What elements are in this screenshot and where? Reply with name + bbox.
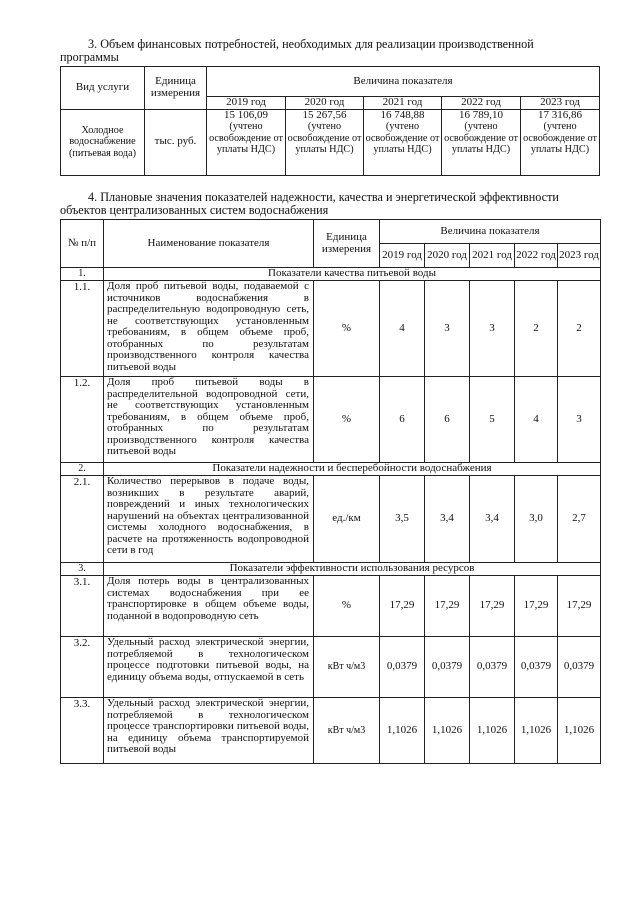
col-service-header: Вид услуги xyxy=(61,67,145,110)
section3-heading xyxy=(60,38,600,64)
group-num: 2. xyxy=(61,463,104,476)
service-cell: Холодное водоснабжение (питьевая вода) xyxy=(61,109,145,175)
row-value: 0,0379 xyxy=(558,637,601,698)
vat-note: (учтено освобождение от уплаты НДС) xyxy=(444,121,518,155)
row-value: 2 xyxy=(515,281,558,377)
row-value: 3 xyxy=(558,377,601,463)
row-num: 3.2. xyxy=(61,637,104,698)
amount-value: 17 316,86 xyxy=(538,108,582,121)
row-value: 1,1026 xyxy=(558,698,601,764)
table-row xyxy=(61,377,601,463)
row-unit: % xyxy=(314,281,380,377)
row-value: 3,4 xyxy=(425,476,470,563)
group-title: Показатели надежности и бесперебойности водоснабжения xyxy=(104,463,601,476)
row-value: 3,4 xyxy=(470,476,515,563)
row-value: 3 xyxy=(425,281,470,377)
vat-note: (учтено освобождение от уплаты НДС) xyxy=(365,121,440,155)
row-unit: кВт ч/м3 xyxy=(314,698,380,764)
row-value: 6 xyxy=(380,377,425,463)
row-value: 17,29 xyxy=(558,576,601,637)
section3-heading-line2: программы xyxy=(60,50,119,64)
financial-needs-table xyxy=(60,66,600,176)
row-value: 17,29 xyxy=(425,576,470,637)
vat-note: (учтено освобождение от уплаты НДС) xyxy=(209,121,283,155)
row-value: 1,1026 xyxy=(470,698,515,764)
row-num: 3.3. xyxy=(61,698,104,764)
row-value: 6 xyxy=(425,377,470,463)
year-header: 2023 год xyxy=(558,244,601,268)
table-row xyxy=(61,281,601,377)
amount-cell xyxy=(207,109,286,175)
row-value: 17,29 xyxy=(380,576,425,637)
row-value: 0,0379 xyxy=(425,637,470,698)
table-row xyxy=(61,576,601,637)
year-header: 2019 год xyxy=(207,97,286,110)
row-unit: % xyxy=(314,576,380,637)
row-name: Удельный расход электрической энергии, потребляемой в технологическом процессе транспортировки питьевой воды, на единицу объема транспортируемой питьевой воды xyxy=(104,698,314,764)
row-value: 2,7 xyxy=(558,476,601,563)
group-row xyxy=(61,268,601,281)
row-value: 3,0 xyxy=(515,476,558,563)
row-value: 17,29 xyxy=(470,576,515,637)
amount-value: 15 267,56 xyxy=(302,108,347,121)
year-header: 2019 год xyxy=(380,244,425,268)
row-value: 3,5 xyxy=(380,476,425,563)
section4-heading xyxy=(60,191,600,217)
group-title: Показатели качества питьевой воды xyxy=(104,268,601,281)
col-value-header: Величина показателя xyxy=(380,220,601,244)
group-num: 1. xyxy=(61,268,104,281)
amount-value: 16 789,10 xyxy=(459,108,503,121)
row-value: 3 xyxy=(470,281,515,377)
row-num: 3.1. xyxy=(61,576,104,637)
section4-heading-line1: 4. Плановые значения показателей надежности, качества и энергетической эффективности xyxy=(88,190,559,204)
table-row xyxy=(61,637,601,698)
col-unit-header: Единица измерения xyxy=(314,220,380,268)
table-row xyxy=(61,698,601,764)
row-value: 17,29 xyxy=(515,576,558,637)
indicators-table xyxy=(60,219,601,764)
group-num: 3. xyxy=(61,563,104,576)
row-name: Доля проб питьевой воды, подаваемой с источников водоснабжения в распределительную водопроводную сеть, не соответствующих установленным требованиям, в общем объеме проб, отобранных по результатам производственного контроля качества питьевой воды xyxy=(104,281,314,377)
vat-note: (учтено освобождение от уплаты НДС) xyxy=(287,121,362,155)
table-row xyxy=(61,476,601,563)
row-value: 0,0379 xyxy=(380,637,425,698)
row-name: Удельный расход электрической энергии, потребляемой в технологическом процессе подготовки питьевой воды, на единицу объема воды, отпускаемой в сеть xyxy=(104,637,314,698)
row-num: 1.1. xyxy=(61,281,104,377)
group-title: Показатели эффективности использования ресурсов xyxy=(104,563,601,576)
row-value: 5 xyxy=(470,377,515,463)
group-row xyxy=(61,563,601,576)
row-value: 4 xyxy=(515,377,558,463)
year-header: 2022 год xyxy=(442,97,521,110)
col-value-header: Величина показателя xyxy=(207,67,600,97)
col-name-header: Наименование показателя xyxy=(104,220,314,268)
year-header: 2023 год xyxy=(521,97,600,110)
row-value: 1,1026 xyxy=(380,698,425,764)
amount-cell xyxy=(364,109,442,175)
amount-cell xyxy=(442,109,521,175)
group-row xyxy=(61,463,601,476)
year-header: 2021 год xyxy=(364,97,442,110)
row-value: 2 xyxy=(558,281,601,377)
row-name: Доля потерь воды в централизованных системах водоснабжения при ее транспортировке в общем объеме воды, поданной в водопроводную сеть xyxy=(104,576,314,637)
amount-cell xyxy=(521,109,600,175)
row-num: 1.2. xyxy=(61,377,104,463)
section3-heading-line1: 3. Объем финансовых потребностей, необходимых для реализации производственной xyxy=(88,37,534,51)
col-unit-header: Единица измерения xyxy=(145,67,207,110)
unit-cell: тыс. руб. xyxy=(145,109,207,175)
row-unit: % xyxy=(314,377,380,463)
section4-heading-line2: объектов централизованных систем водоснабжения xyxy=(60,203,329,217)
vat-note: (учтено освобождение от уплаты НДС) xyxy=(523,121,597,155)
year-header: 2020 год xyxy=(425,244,470,268)
col-num-header: № п/п xyxy=(61,220,104,268)
amount-value: 15 106,09 xyxy=(224,108,268,121)
row-value: 0,0379 xyxy=(470,637,515,698)
amount-value: 16 748,88 xyxy=(380,108,425,121)
row-unit: ед./км xyxy=(314,476,380,563)
row-value: 0,0379 xyxy=(515,637,558,698)
amount-cell xyxy=(286,109,364,175)
row-value: 1,1026 xyxy=(515,698,558,764)
row-unit: кВт ч/м3 xyxy=(314,637,380,698)
row-name: Доля проб питьевой воды в распределительной водопроводной сети, не соответствующих установленным требованиям, в общем объеме проб, отобранных по результатам производственного контроля качества питьевой воды xyxy=(104,377,314,463)
row-num: 2.1. xyxy=(61,476,104,563)
row-value: 4 xyxy=(380,281,425,377)
row-value: 1,1026 xyxy=(425,698,470,764)
year-header: 2020 год xyxy=(286,97,364,110)
year-header: 2022 год xyxy=(515,244,558,268)
row-name: Количество перерывов в подаче воды, возникших в результате аварий, повреждений и иных технологических нарушений на объектах централизованной системы холодного водоснабжения, в расчете на протяженность водопроводной сети в год xyxy=(104,476,314,563)
year-header: 2021 год xyxy=(470,244,515,268)
